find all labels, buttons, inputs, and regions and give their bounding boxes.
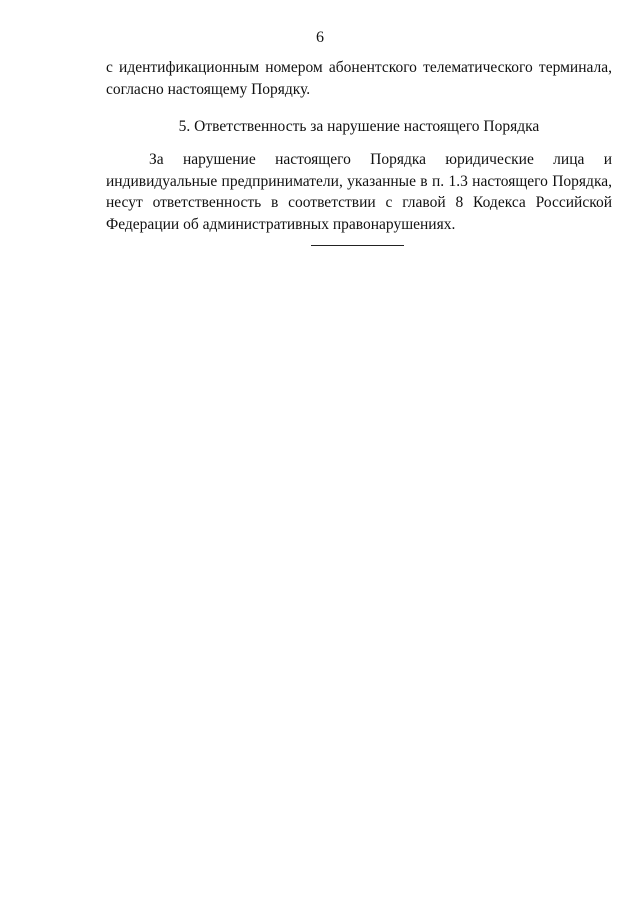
end-divider-line — [311, 245, 404, 246]
section-heading: 5. Ответственность за нарушение настоящего Порядка — [178, 118, 540, 135]
page-number: 6 — [316, 29, 324, 46]
paragraph-continuation: с идентификационным номером абонентского телематического терминала, согласно настоящему Порядку. — [106, 59, 612, 98]
section-paragraph: За нарушение настоящего Порядка юридические лица и индивидуальные предприниматели, указанные в п. 1.3 настоящего Порядка, несут ответственность в соответствии с главой 8 Кодекса Российской Федерации об административных правонарушениях. — [106, 151, 612, 233]
